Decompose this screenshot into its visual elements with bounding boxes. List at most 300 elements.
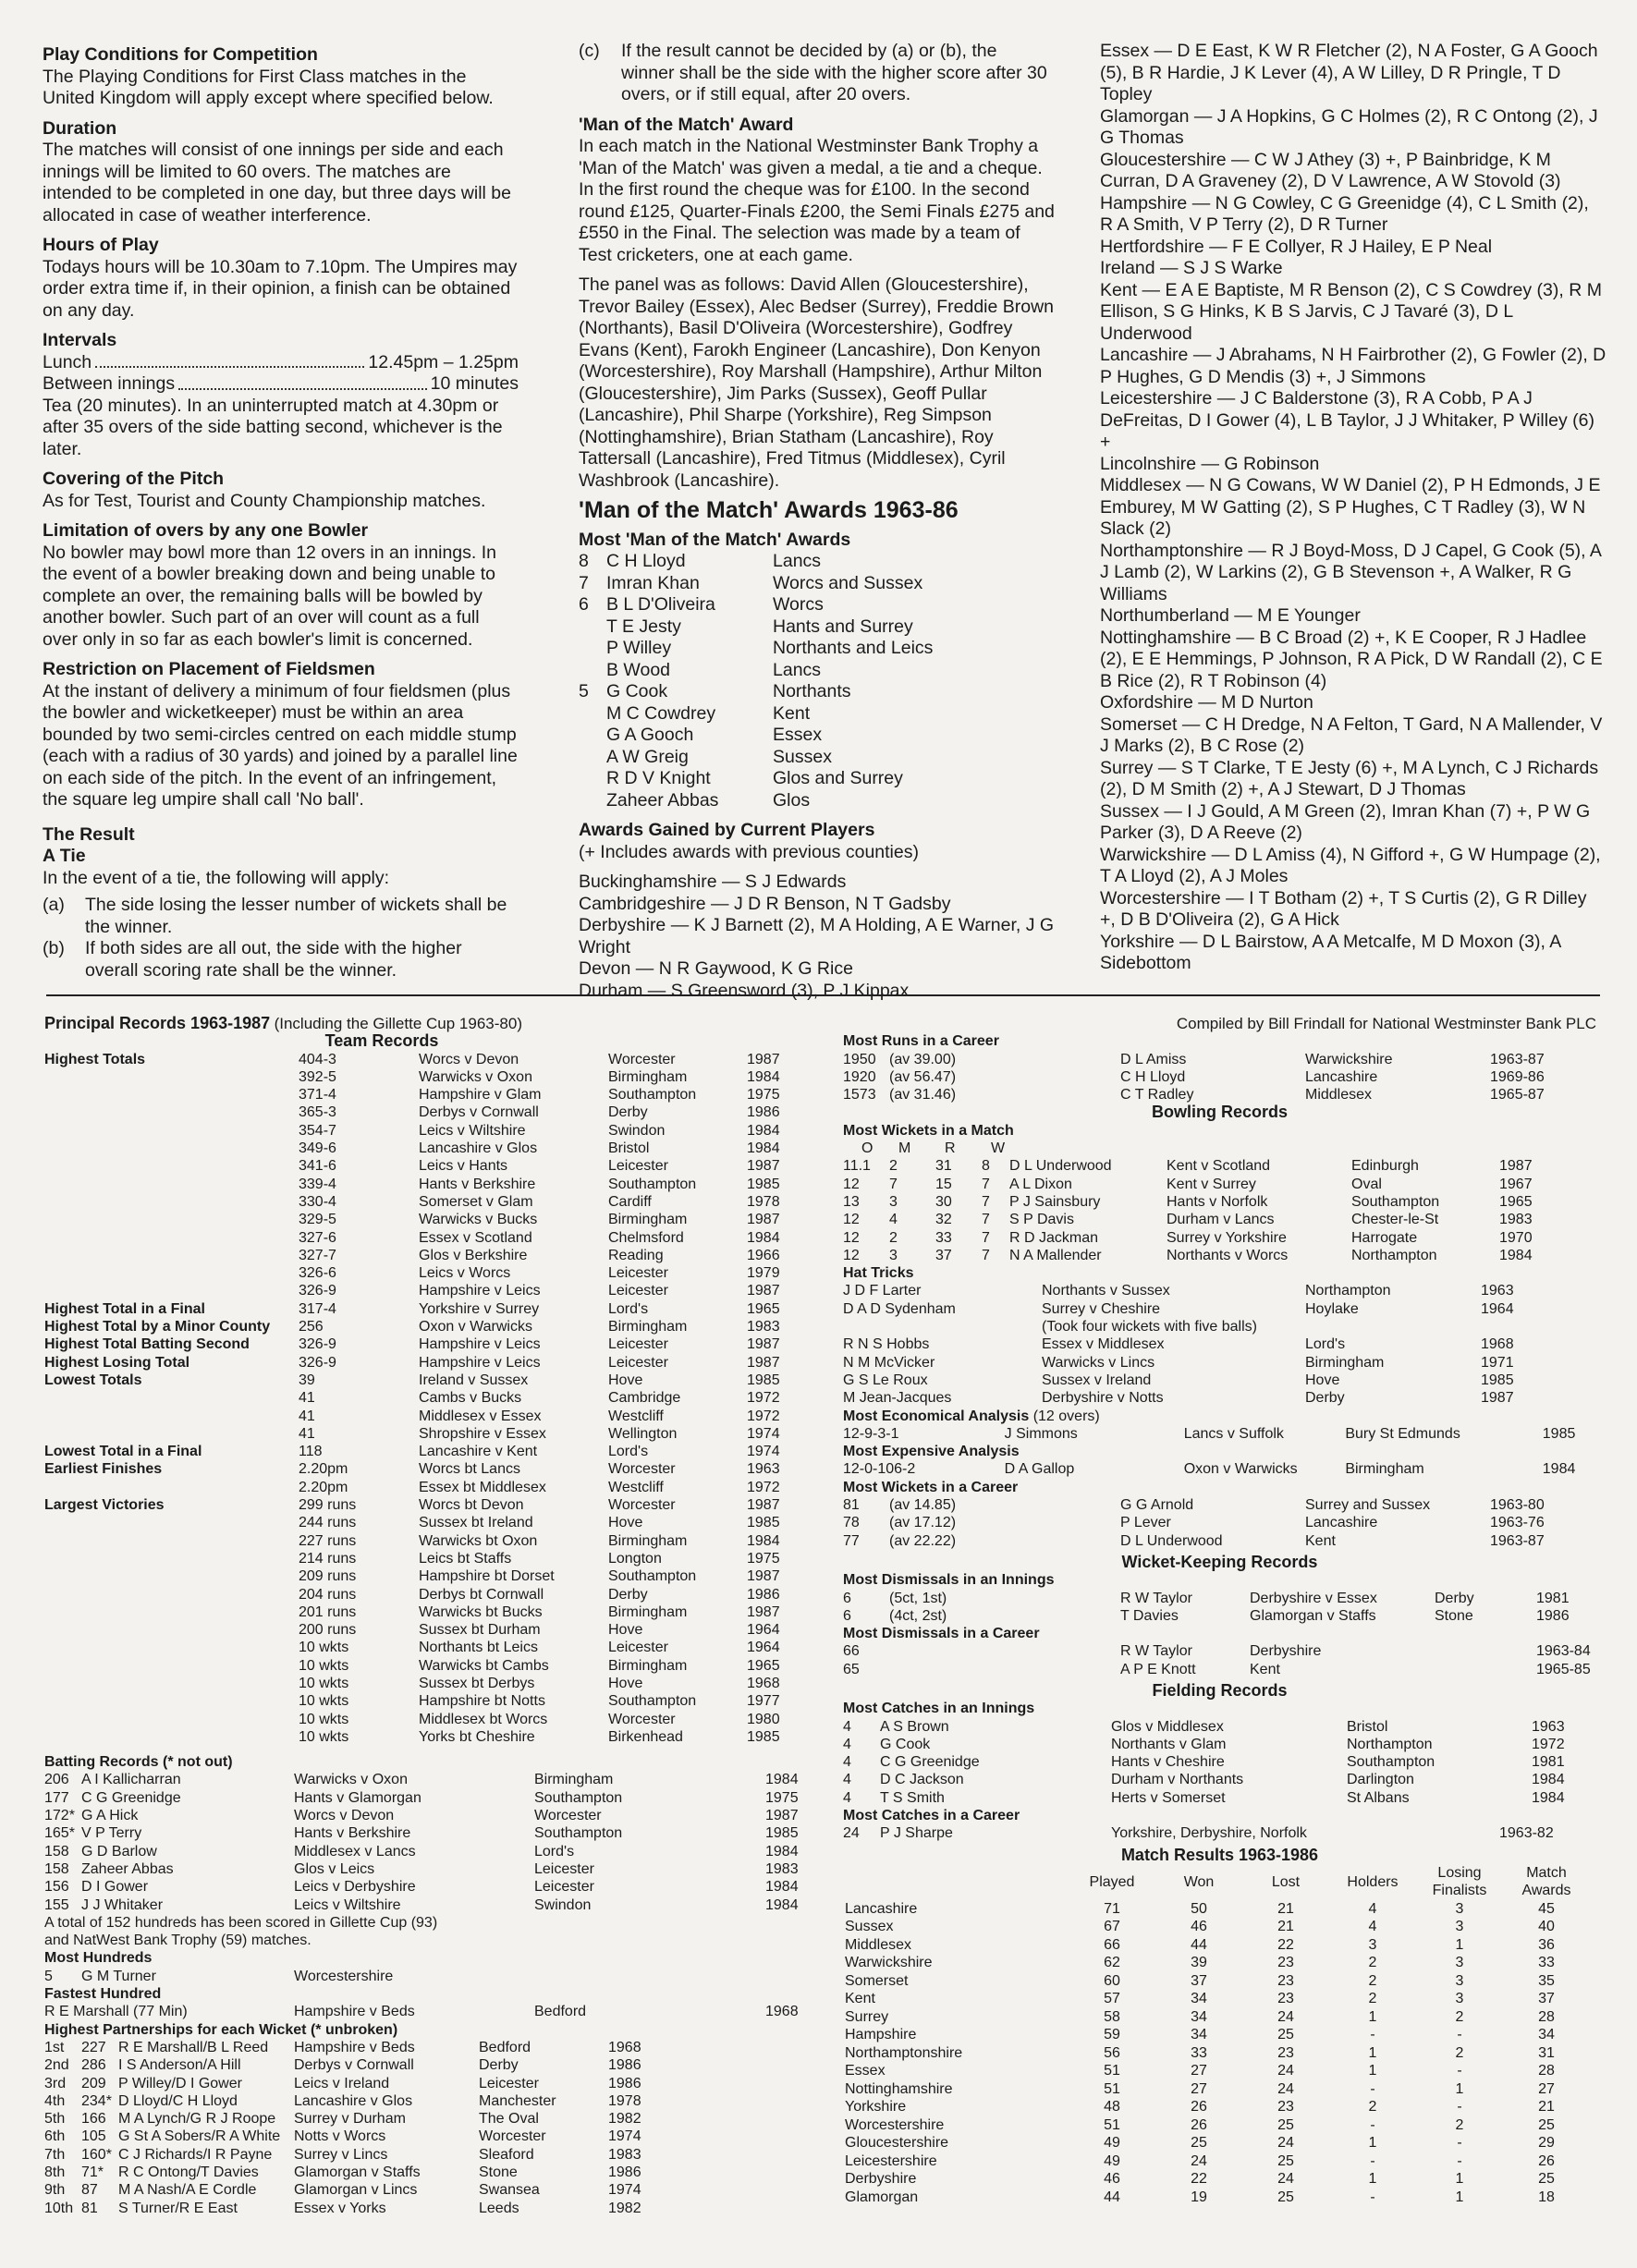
cell: 371-4 — [299, 1087, 336, 1104]
cell: - — [1370, 2080, 1375, 2097]
records-left — [44, 1015, 830, 2217]
column-header: Played — [1089, 1873, 1135, 1890]
lunch-label: Lunch — [43, 351, 92, 372]
cell: 326-6 — [299, 1265, 336, 1282]
cell: 2 — [1368, 1955, 1377, 1971]
team-row — [44, 1140, 830, 1157]
section-heading: Play Conditions for Competition — [43, 44, 318, 65]
award-row — [579, 747, 1055, 769]
cell: 1968 — [1481, 1336, 1514, 1353]
most-awards-heading: Most 'Man of the Match' Awards — [579, 529, 851, 550]
cell: Surrey v Yorkshire — [1167, 1229, 1287, 1246]
cell: Derby — [1305, 1390, 1345, 1407]
cell: 1984 — [747, 1532, 780, 1549]
cell: D C Jackson — [880, 1772, 964, 1788]
cell: 24 — [1277, 2063, 1294, 2079]
cell: 25 — [1191, 2135, 1207, 2152]
cell: Worcestershire — [294, 1968, 394, 1984]
cell: 1964 — [1481, 1300, 1514, 1317]
county-awards-text: Essex — D E East, K W R Fletcher (2), N A Foster, G A Gooch (5), B R Hardie, J K Lever (4), A W Lilley, D R Pringle, T D Topley Glamorgan — J A Hopkins, G C Holmes (2), R C Ontong (2), J G Thomas Gloucestershire — C W J Athey (3) +, P Bainbridge, K M Curran, D A Graveney (2), D V Lawrence, A W Stovold (3) Hampshire — N G Cowley, C G Greenidge (4), C L Smith (2), R A Smith, V P Terry (2), D R Turner Hertfordshire — F E Collyer, R J Hailey, E P Neal Ireland — S J S Warke Kent — E A E Baptiste, M R Benson (2), C S Cowdrey (3), R M Ellison, S G Hinks, K B S Jarvis, C J Tavaré (3), D L Underwood Lancashire — J Abrahams, N H Fairbrother (2), G Fowler (2), D P Hughes, G D Mendis (3) +, J Simmons Leicestershire — J C Balderstone (3), R A Cobb, P A J DeFreitas, D I Gower (4), L B Taylor, J J Whitaker, P Willey (6) + Lincolnshire — G Robinson Middlesex — N G Cowans, W W Daniel (2), P H Edmonds, J E Emburey, M W Gatting (2), S P Hughes, C T Radley (3), W N Slack (2) Northamptonshire — R J Boyd-Moss, D J Capel, G Cook (5), A J Lamb (2), W Larkins (2), G B Stevenson +, A Walker, R G Williams Northumberland — M E Younger Nottinghamshire — B C Broad (2) +, K E Cooper, R J Hadlee (2), E E Hemmings, P Johnson, R A Pick, D W Randall (2), C E B Rice (2), R T Robinson (4) Oxfordshire — M D Nurton Somerset — C H Dredge, N A Felton, T Gard, N A Mallender, V J Marks (2), B C Rose (2) Surrey — S T Clarke, T E Jesty (6) +, M A Lynch, C J Richards (2), D M Smith (2) +, A J Stewart, D J Thomas Sussex — I J Gould, A M Green (2), Imran Khan (7) +, P W G Parker (3), D A Reeve (2) Warwickshire — D L Amiss (4), N Gifford +, G W Humpage (2), T A Lloyd (2), A J Moles Worcestershire — I T Botham (2) +, T S Curtis (2), G R Dilley +, D B D'Oliveira (2), G A Hick Yorkshire — D L Bairstow, A A Metcalfe, M D Moxon (3), A Sidebottom — [1100, 41, 1606, 973]
cell: Kent — [773, 702, 811, 724]
cell: 1975 — [765, 1789, 799, 1806]
cell: 6 — [843, 1590, 851, 1606]
current-players-text: Buckinghamshire — S J Edwards Cambridgeshire — J D R Benson, N T Gadsby Derbyshire — K J Barnett (2), M A Holding, A E Warner, J G Wright Devon — N R Gaywood, K G Rice Durham — S Greensword (3), P J Kippax — [579, 872, 1055, 1001]
cell: Birmingham — [534, 1772, 614, 1788]
match-results-heading: Match Results 1963-1986 — [1120, 1845, 1319, 1864]
cell: 1963-84 — [1536, 1643, 1591, 1660]
column-header: Lost — [1271, 1873, 1301, 1890]
team-row — [44, 1389, 830, 1407]
cell: 2.20pm — [299, 1479, 348, 1495]
team-row — [44, 1318, 830, 1335]
cell: 3rd — [44, 2075, 67, 2091]
cell: Warwicks v Lincs — [1042, 1354, 1155, 1371]
cell: 27 — [1538, 2080, 1555, 2097]
awards-column — [579, 41, 1055, 1002]
cell: 62 — [1104, 1955, 1120, 1971]
cell: 1985 — [1542, 1425, 1576, 1442]
cell: Earliest Finishes — [44, 1461, 163, 1478]
cell: Northants and Leics — [773, 638, 934, 658]
cell: C J Richards/I R Payne — [118, 2146, 273, 2163]
award-row — [579, 768, 1055, 790]
cell: 1977 — [747, 1693, 780, 1710]
cell: 227 — [81, 2039, 106, 2055]
table-row — [843, 2026, 1590, 2044]
cell: Imran Khan — [606, 572, 700, 593]
cell: Leicester — [608, 1158, 668, 1175]
catches-innings-table — [843, 1718, 1596, 1807]
cell: 2.20pm — [299, 1461, 348, 1478]
cell: 66 — [843, 1643, 860, 1660]
cell: 66 — [1104, 1936, 1120, 1953]
records-right — [843, 1015, 1596, 2206]
dismissal-row — [843, 1590, 1596, 1607]
cell: G A Gooch — [606, 725, 694, 745]
cell: Birmingham — [608, 1532, 688, 1549]
playing-conditions-column — [43, 44, 519, 990]
cell: 26 — [1191, 2116, 1207, 2133]
cell: 58 — [1104, 2008, 1120, 2025]
partnership-row — [44, 2092, 830, 2110]
most-wickets-match-table — [843, 1157, 1596, 1264]
cell: 87 — [81, 2182, 98, 2199]
wickets-career-row — [843, 1532, 1596, 1550]
team-row — [44, 1550, 830, 1567]
team-row — [44, 1496, 830, 1514]
cell: 33 — [1191, 2044, 1207, 2061]
cell: Glos v Leics — [294, 1860, 375, 1877]
cell: 1987 — [747, 1283, 780, 1299]
team-row — [44, 1711, 830, 1728]
cell: 25 — [1538, 2171, 1555, 2188]
cell: S P Davis — [1009, 1212, 1074, 1228]
cell: Herts v Somerset — [1111, 1789, 1226, 1806]
section-heading: Intervals — [43, 330, 117, 350]
cell — [44, 1675, 299, 1692]
catch-row — [843, 1736, 1596, 1753]
cell: 5 — [579, 681, 589, 701]
cell: Southampton — [608, 1693, 697, 1710]
cell: Southampton — [534, 1825, 623, 1842]
cell: 27 — [1191, 2063, 1207, 2079]
awards-by-county-column — [1100, 41, 1606, 975]
section-heading: Covering of the Pitch — [43, 469, 225, 489]
economical-heading: Most Economical Analysis — [843, 1408, 1030, 1424]
cell: D L Underwood — [1120, 1532, 1223, 1549]
cell: 1978 — [608, 2092, 641, 2109]
cell: Worcester — [608, 1461, 676, 1478]
cell: Lord's — [608, 1300, 649, 1317]
cell: 36 — [1538, 1936, 1555, 1953]
cell: Birmingham — [608, 1068, 688, 1085]
cell: 31 — [935, 1158, 952, 1175]
cell: Sussex v Ireland — [1042, 1372, 1152, 1388]
cell: 4 — [843, 1789, 851, 1806]
cell — [579, 660, 606, 682]
cell: 33 — [1538, 1955, 1555, 1971]
cell: 1965 — [1499, 1193, 1533, 1210]
cell: 25 — [1277, 2116, 1294, 2133]
cell: (av 22.22) — [889, 1532, 957, 1549]
cell: 1985 — [747, 1515, 780, 1531]
cell: R W Taylor — [1120, 1590, 1192, 1606]
cell: Kent — [845, 1991, 875, 2007]
cell: 59 — [1104, 2027, 1120, 2043]
cell: 1971 — [1481, 1354, 1514, 1371]
cell: Hants v Berkshire — [294, 1825, 411, 1842]
team-row — [44, 1692, 830, 1710]
award-row — [579, 660, 1055, 682]
cell: B L D'Oliveira — [606, 594, 715, 615]
cell: 1 — [1455, 2080, 1464, 2097]
rule-key: (a) — [43, 895, 65, 915]
cell: 206 — [44, 1772, 69, 1788]
compiled-by: Compiled by Bill Frindall for National Westminster Bank PLC — [1176, 1015, 1596, 1032]
rule-key: (b) — [43, 938, 65, 958]
wickets-row — [843, 1211, 1596, 1228]
cell: 105 — [81, 2128, 106, 2145]
cell: 1987 — [747, 1051, 780, 1067]
partnership-row — [44, 2146, 830, 2164]
cell: Northampton — [1347, 1736, 1433, 1752]
cell: 8 — [579, 551, 589, 571]
award-row — [579, 703, 1055, 726]
wickets-career-heading: Most Wickets in a Career — [843, 1479, 1019, 1495]
cell: R N S Hobbs — [843, 1336, 930, 1353]
cell: Lowest Totals — [44, 1372, 142, 1388]
cell: 2 — [1455, 2044, 1464, 2061]
cell: 48 — [1104, 2099, 1120, 2116]
cell: Worcester — [608, 1711, 676, 1727]
cell — [44, 1264, 299, 1282]
cell: T Davies — [1120, 1607, 1179, 1624]
team-row — [44, 1567, 830, 1585]
cell — [44, 1657, 299, 1675]
cell: 1974 — [747, 1444, 780, 1460]
cell: Warwickshire — [1305, 1051, 1393, 1067]
table-row — [843, 2098, 1590, 2116]
team-row — [44, 1282, 830, 1299]
cell: Stone — [479, 2164, 518, 2180]
rule-text: If both sides are all out, the side with the higher overall scoring rate shall be the winner. — [85, 938, 462, 981]
cell — [44, 1211, 299, 1228]
partnerships-heading: Highest Partnerships for each Wicket (* unbroken) — [44, 2021, 398, 2038]
cell — [44, 1532, 299, 1550]
cell: Birmingham — [608, 1319, 688, 1335]
cell: Birmingham — [608, 1603, 688, 1620]
wickets-career-row — [843, 1514, 1596, 1531]
cell: Lancashire v Glos — [419, 1140, 538, 1157]
table-row — [843, 2080, 1590, 2099]
cell: Birmingham — [1305, 1354, 1385, 1371]
cell: (av 31.46) — [889, 1087, 957, 1104]
cell: 35 — [1538, 1972, 1555, 1989]
team-row — [44, 1425, 830, 1443]
cell: Wellington — [608, 1425, 678, 1442]
cell: Yorkshire — [845, 2099, 907, 2116]
bowling-heading: Bowling Records — [1151, 1103, 1288, 1122]
cell: Bury St Edmunds — [1345, 1425, 1460, 1442]
cell: Oval — [1351, 1176, 1382, 1192]
cell: Derbyshire — [845, 2171, 917, 2188]
cell: 1 — [1455, 1936, 1464, 1953]
cell: 1985 — [1481, 1372, 1514, 1388]
cell: 341-6 — [299, 1158, 336, 1175]
cell: 10 wkts — [299, 1728, 349, 1745]
wickets-row — [843, 1229, 1596, 1247]
cell: St Albans — [1347, 1789, 1410, 1806]
cell: 49 — [1104, 2135, 1120, 2152]
cell: Worcester — [608, 1051, 676, 1067]
cell: 46 — [1104, 2171, 1120, 2188]
cell: 1984 — [1532, 1772, 1565, 1788]
catches-career-row — [843, 1824, 1596, 1842]
cell: Swindon — [534, 1896, 592, 1913]
cell: 165* — [44, 1825, 75, 1842]
cell: 4 — [843, 1754, 851, 1771]
cell: 21 — [1277, 1919, 1294, 1935]
cell: 37 — [1538, 1991, 1555, 2007]
cell: Hants v Cheshire — [1111, 1754, 1225, 1771]
cell: (Took four wickets with five balls) — [1042, 1319, 1257, 1335]
award-row — [579, 594, 1055, 616]
cell: 329-5 — [299, 1212, 336, 1228]
cell: Cambs v Bucks — [419, 1390, 522, 1407]
partnership-row — [44, 2075, 830, 2092]
cell: 7 — [889, 1176, 898, 1192]
cell: 22 — [1191, 2171, 1207, 2188]
cell: 1 — [1368, 2008, 1377, 2025]
cell: 1986 — [608, 2164, 641, 2180]
rule-c — [579, 41, 1055, 106]
cell: R C Ontong/T Davies — [118, 2164, 259, 2180]
cell: Leeds — [479, 2200, 519, 2216]
cell: 1983 — [747, 1319, 780, 1335]
expensive-row — [843, 1460, 1596, 1478]
cell: 40 — [1538, 1919, 1555, 1935]
cell: 1965-87 — [1490, 1087, 1545, 1104]
batting-row — [44, 1860, 830, 1878]
cell: 65 — [843, 1661, 860, 1677]
cell — [44, 1122, 299, 1140]
cell: Largest Victories — [44, 1497, 165, 1514]
partnership-row — [44, 2200, 830, 2217]
cell: Kent — [1305, 1532, 1336, 1549]
cell: V P Terry — [81, 1825, 142, 1842]
most-wickets-match-heading: Most Wickets in a Match — [843, 1122, 1014, 1139]
cell: 81 — [81, 2200, 98, 2216]
cell: 327-7 — [299, 1247, 336, 1263]
batting-row — [44, 1789, 830, 1807]
cell: 33 — [935, 1229, 952, 1246]
cell: Derby — [608, 1104, 648, 1121]
cell: Derby — [1435, 1590, 1474, 1606]
cell: Worcs v Devon — [294, 1808, 395, 1824]
cell: 1 — [1368, 2063, 1377, 2079]
cell: B Wood — [606, 659, 671, 680]
cell: Durham v Northants — [1111, 1772, 1244, 1788]
cell: 23 — [1277, 2044, 1294, 2061]
cell: 1984 — [1532, 1789, 1565, 1806]
cell: Highest Losing Total — [44, 1354, 190, 1371]
cell: 4 — [1368, 1900, 1377, 1917]
team-row — [44, 1104, 830, 1121]
cell: 1984 — [747, 1068, 780, 1085]
cell: Worcester — [608, 1497, 676, 1514]
cell: R W Taylor — [1120, 1643, 1192, 1660]
cell: 4 — [843, 1772, 851, 1788]
team-row — [44, 1211, 830, 1228]
cell: 1983 — [1499, 1212, 1533, 1228]
cell: 1972 — [747, 1479, 780, 1495]
cell: Manchester — [479, 2092, 556, 2109]
fielding-heading: Fielding Records — [1152, 1680, 1288, 1700]
cell: Northampton — [1305, 1283, 1391, 1299]
cell: Derbys v Cornwall — [294, 2057, 414, 2074]
cell: Glamorgan — [845, 2189, 919, 2205]
between-row — [43, 373, 519, 396]
cell: 12 — [843, 1212, 860, 1228]
cell: 3 — [889, 1193, 898, 1210]
cell: 13 — [843, 1193, 860, 1210]
cell: Birmingham — [608, 1657, 688, 1674]
cell: Worcester — [534, 1808, 602, 1824]
cell: 1984 — [765, 1843, 799, 1860]
cell: 1985 — [747, 1176, 780, 1192]
cell: Hampshire bt Notts — [419, 1693, 545, 1710]
cell: Chelmsford — [608, 1229, 684, 1246]
cell: 8th — [44, 2164, 66, 2180]
cell: Surrey and Sussex — [1305, 1497, 1431, 1514]
section-heading: Hours of Play — [43, 235, 159, 255]
cell: 3 — [1455, 1955, 1464, 1971]
cell: Swansea — [479, 2182, 540, 2199]
catches-innings-heading: Most Catches in an Innings — [843, 1701, 1035, 1717]
cell: 24 — [843, 1825, 860, 1842]
cell: Southampton — [1351, 1193, 1440, 1210]
section-text: Todays hours will be 10.30am to 7.10pm. The Umpires may order extra time if, in their opinion, a finish can be obtained on any day. — [43, 256, 518, 321]
cell: G Cook — [880, 1736, 931, 1752]
cell: Birmingham — [608, 1212, 688, 1228]
wickets-row — [843, 1247, 1596, 1264]
cell: G G Arnold — [1120, 1497, 1194, 1514]
cell: Lord's — [1305, 1336, 1346, 1353]
team-row — [44, 1264, 830, 1282]
cell: Essex — [773, 725, 823, 745]
cell: 1974 — [608, 2128, 641, 2145]
cell: 1963 — [1532, 1718, 1565, 1735]
batting-records-table — [44, 1771, 830, 1913]
cell: C T Radley — [1120, 1087, 1194, 1104]
section-heading: 'Man of the Match' Award — [579, 114, 794, 135]
hat-trick-row — [843, 1300, 1596, 1318]
catch-row — [843, 1753, 1596, 1771]
batting-row — [44, 1878, 830, 1896]
cell: T E Jesty — [606, 616, 681, 637]
dismissals-innings-table — [843, 1590, 1596, 1626]
column-header: Won — [1183, 1873, 1215, 1890]
cell: Sussex bt Derbys — [419, 1675, 535, 1691]
cell: 2nd — [44, 2057, 69, 2074]
cell: 12-9-3-1 — [843, 1425, 899, 1442]
cell: Worcs v Devon — [419, 1051, 519, 1067]
table-row — [843, 1990, 1590, 2008]
cell: 3 — [1455, 1972, 1464, 1989]
cell: Zaheer Abbas — [606, 789, 719, 811]
cell: 1984 — [1542, 1461, 1576, 1478]
cell: Lancashire v Kent — [419, 1444, 538, 1460]
cell: 214 runs — [299, 1550, 357, 1567]
tea-text: Tea (20 minutes). In an uninterrupted match at 4.30pm or after 35 overs of the side batting second, whichever is the later. — [43, 395, 503, 459]
cell: 18 — [1538, 2189, 1555, 2205]
cell: Kent v Surrey — [1167, 1176, 1256, 1192]
cell: 1965-85 — [1536, 1661, 1591, 1677]
cell: 1982 — [608, 2200, 641, 2216]
cell: Essex — [845, 2063, 886, 2079]
cell: Ireland v Sussex — [419, 1372, 529, 1388]
cell: - — [1457, 2152, 1462, 2169]
cell: Derbys bt Cornwall — [419, 1586, 544, 1603]
cell — [44, 1104, 299, 1121]
cell: 1965 — [747, 1300, 780, 1317]
cell: 25 — [1277, 2152, 1294, 2169]
cell: D L Underwood — [1009, 1158, 1112, 1175]
cell: C G Greenidge — [880, 1754, 980, 1771]
cell: Swindon — [608, 1122, 666, 1139]
batting-row — [44, 1896, 830, 1914]
cell: R — [945, 1140, 956, 1157]
cell: A P E Knott — [1120, 1661, 1196, 1677]
team-row — [44, 1193, 830, 1211]
cell: 227 runs — [299, 1532, 357, 1549]
catch-row — [843, 1789, 1596, 1807]
team-row — [44, 1460, 830, 1478]
cell: Worcestershire — [845, 2116, 945, 2133]
cell: Southampton — [608, 1176, 697, 1192]
cell: Lowest Total in a Final — [44, 1444, 202, 1460]
cell: Leicester — [534, 1879, 594, 1896]
cell: 25 — [1277, 2189, 1294, 2205]
cell: Glos and Surrey — [773, 768, 903, 788]
cell: 31 — [1538, 2044, 1555, 2061]
cell: 7 — [982, 1229, 990, 1246]
between-value: 10 minutes — [430, 373, 519, 394]
cell: 1986 — [1536, 1607, 1570, 1624]
cell: 4 — [1368, 1919, 1377, 1935]
cell: 23 — [1277, 1955, 1294, 1971]
cell: Derbyshire v Essex — [1250, 1590, 1377, 1606]
